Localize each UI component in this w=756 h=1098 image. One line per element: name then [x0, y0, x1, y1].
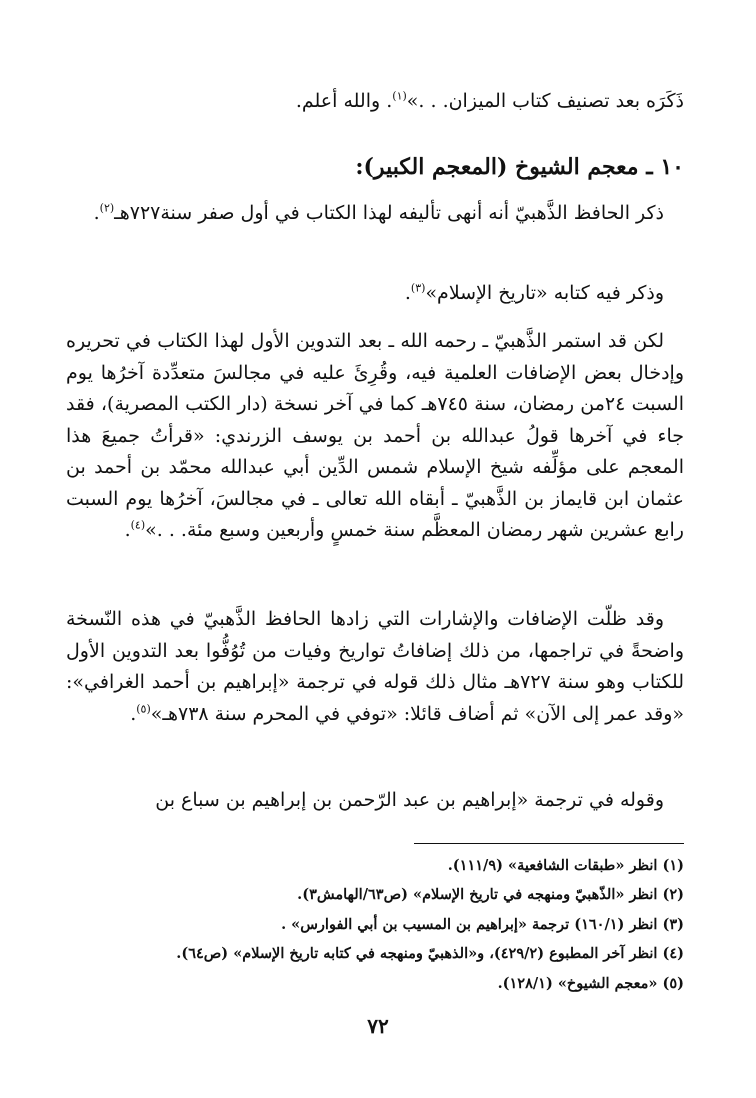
intro-text: ذَكَرَه بعد تصنيف كتاب الميزان. . .» — [406, 90, 684, 112]
paragraph-text — [66, 326, 684, 547]
footnote-ref-1: (١) — [392, 89, 407, 103]
paragraph-2-tail: . — [404, 282, 411, 304]
footnote-divider — [414, 843, 684, 844]
footnote-3: (٣) انظر (١٦٠/١) ترجمة «إبراهيم بن المسيب بن أبي الفوارس» . — [281, 915, 684, 933]
footnotes — [66, 851, 684, 998]
paragraph-3 — [66, 326, 684, 547]
paragraph-5-text: وقوله في ترجمة «إبراهيم بن عبد الرّحمن بن إبراهيم بن سباع بن — [155, 789, 664, 811]
paragraph-1 — [66, 198, 684, 230]
footnote-ref-5: (٥) — [136, 702, 151, 716]
footnote-ref-4: (٤) — [130, 518, 146, 532]
section-heading: ١٠ ـ معجم الشيوخ (المعجم الكبير): — [355, 154, 684, 180]
paragraph-4-text: وقد ظلّت الإضافات والإشارات التي زادها الحافظ الذَّهبيّ في هذه النّسخة واضحةً في تراجمها، من ذلك إضافاتُ تواريخ وفيات من تُوُفُّوا بعد التدوين الأول للكتاب وهو سنة ٧٢٧هـ مثال ذلك قوله في ترجمة «إبراهيم بن أحمد الغرافي»: «وقد عمر إلى الآن» ثم أضاف قائلا: «توفي في المحرم سنة ٧٣٨هـ» — [66, 608, 685, 725]
paragraph-5 — [66, 785, 684, 817]
paragraph-3-tail: . — [124, 519, 131, 541]
paragraph-text — [66, 785, 684, 817]
paragraph-4 — [66, 604, 684, 730]
footnote-5: (٥) «معجم الشيوخ» (١٢٨/١). — [497, 974, 684, 992]
paragraph-text — [66, 278, 684, 310]
paragraph-text — [66, 198, 684, 230]
footnote-4: (٤) انظر آخر المطبوع (٤٢٩/٢)، و«الذهبيّ ومنهجه في كتابه تاريخ الإسلام» (ص٦٤). — [176, 945, 684, 963]
paragraph-2-text: وذكر فيه كتابه «تاريخ الإسلام» — [425, 282, 664, 304]
paragraph-2 — [66, 278, 684, 310]
paragraph-4-tail: . — [130, 702, 137, 725]
footnote-1: (١) انظر «طبقات الشافعية» (١١١/٩). — [447, 857, 684, 874]
paragraph-text — [66, 604, 684, 730]
footnote-2: (٢) انظر «الذّهبيّ ومنهجه في تاريخ الإسلام» (ص٦٣/الهامش٣). — [297, 886, 684, 904]
paragraph-1-text: ذكر الحافظ الذَّهبيّ أنه أنهى تأليفه لهذا الكتاب في أول صفر سنة٧٢٧هـ — [114, 202, 664, 224]
intro-line — [66, 86, 684, 118]
intro-tail: . والله أعلم. — [295, 90, 393, 112]
paragraph-1-tail: . — [93, 202, 100, 224]
footnote-ref-2: (٢) — [99, 201, 115, 215]
intro-paragraph — [66, 86, 684, 118]
paragraph-3-text: لكن قد استمر الذَّهبيّ ـ رحمه الله ـ بعد التدوين الأول لهذا الكتاب في تحريره وإدخال بعض الإضافات العلمية فيه، وقُرِئَ عليه في مجالسَ متعدِّدة آخرُها يوم السبت ٢٤من رمضان، سنة ٧٤٥هـ كما في آخر نسخة (دار الكتب المصرية)، فقد جاء في آخرها قولُ عبدالله بن أحمد بن يوسف الزرندي: «قرأتُ جميعَ هذا المعجم على مؤلِّفه شيخ الإسلام شمس الدِّين أبي عبدالله محمّد بن أحمد بن عثمان ابن قايماز بن الذَّهبيّ ـ أبقاه الله تعالى ـ في مجالسَ، آخرُها يوم السبت رابع عشرين شهر رمضان المعظَّم سنة خمسٍ وأربعين وسبع مئة. . .» — [66, 330, 684, 541]
page-number: ٧٢ — [367, 1014, 389, 1038]
footnote-ref-3: (٣) — [410, 281, 426, 295]
